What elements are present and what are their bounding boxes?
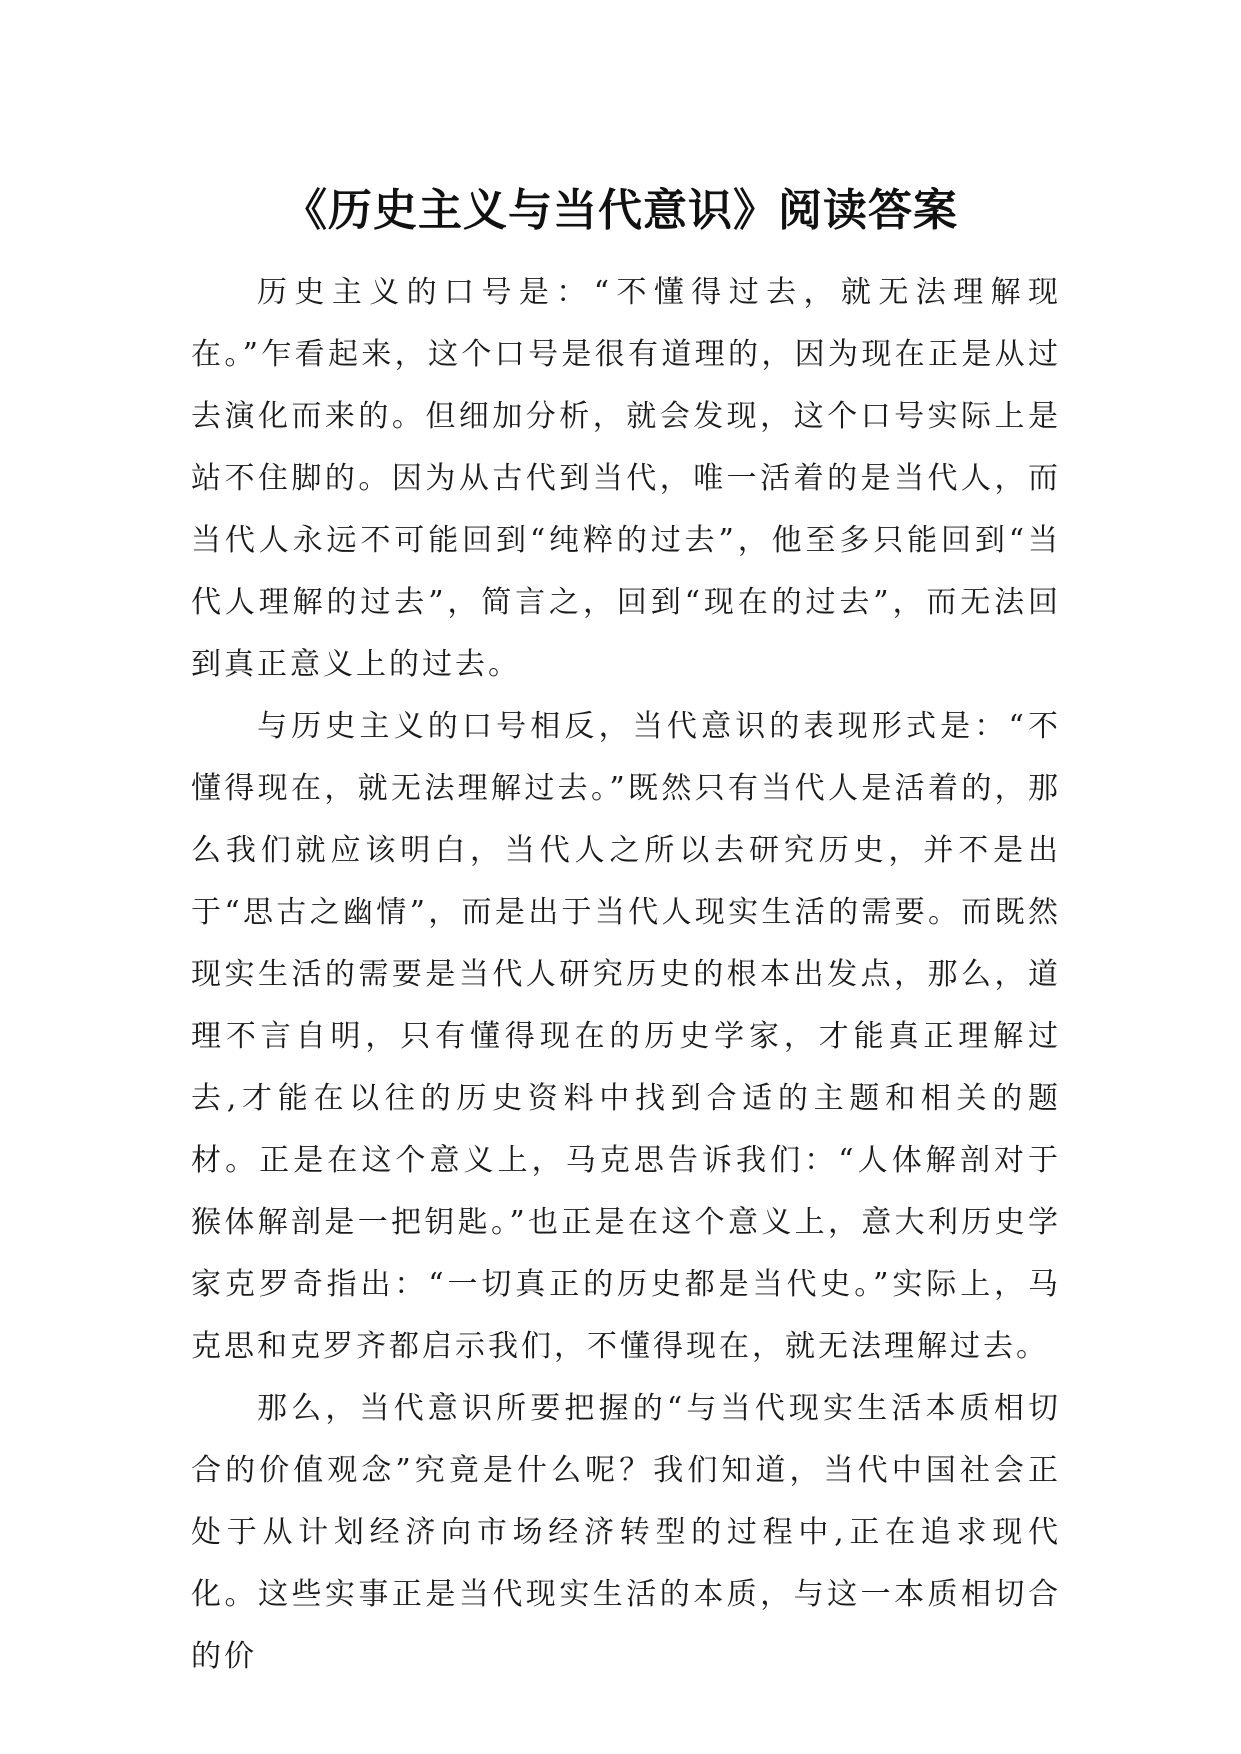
paragraph-2: 与历史主义的口号相反，当代意识的表现形式是：“不懂得现在，就无法理解过去。”既然只有当代人是活着的，那么我们就应该明白，当代人之所以去研究历史，并不是出于“思古之幽情”，而是出于当代人现实生活的需要。而既然现实生活的需要是当代人研究历史的根本出发点，那么，道理不言自明，只有懂得现在的历史学家，才能真正理解过去,才能在以往的历史资料中找到合适的主题和相关的题材。正是在这个意义上，马克思告诉我们：“人体解剖对于猴体解剖是一把钥匙。”也正是在这个意义上，意大利历史学家克罗奇指出：“一切真正的历史都是当代史。”实际上，马克思和克罗齐都启示我们，不懂得现在，就无法理解过去。 [191, 709, 1061, 1364]
paragraph-3: 那么，当代意识所要把握的“与当代现实生活本质相切合的价值观念”究竟是什么呢？我们知道，当代中国社会正处于从计划经济向市场经济转型的过程中,正在追求现代化。这些实事正是当代现实生活的本质，与这一本质相切合的价 [191, 1391, 1061, 1674]
paragraph-1: 历史主义的口号是：“不懂得过去，就无法理解现在。”乍看起来，这个口号是很有道理的，因为现在正是从过去演化而来的。但细加分析，就会发现，这个口号实际上是站不住脚的。因为从古代到当代，唯一活着的是当代人，而当代人永远不可能回到“纯粹的过去”，他至多只能回到“当代人理解的过去”，简言之，回到“现在的过去”，而无法回到真正意义上的过去。 [191, 275, 1061, 682]
document-body [191, 262, 1061, 1688]
document-title: 《历史主义与当代意识》阅读答案 [283, 185, 958, 237]
